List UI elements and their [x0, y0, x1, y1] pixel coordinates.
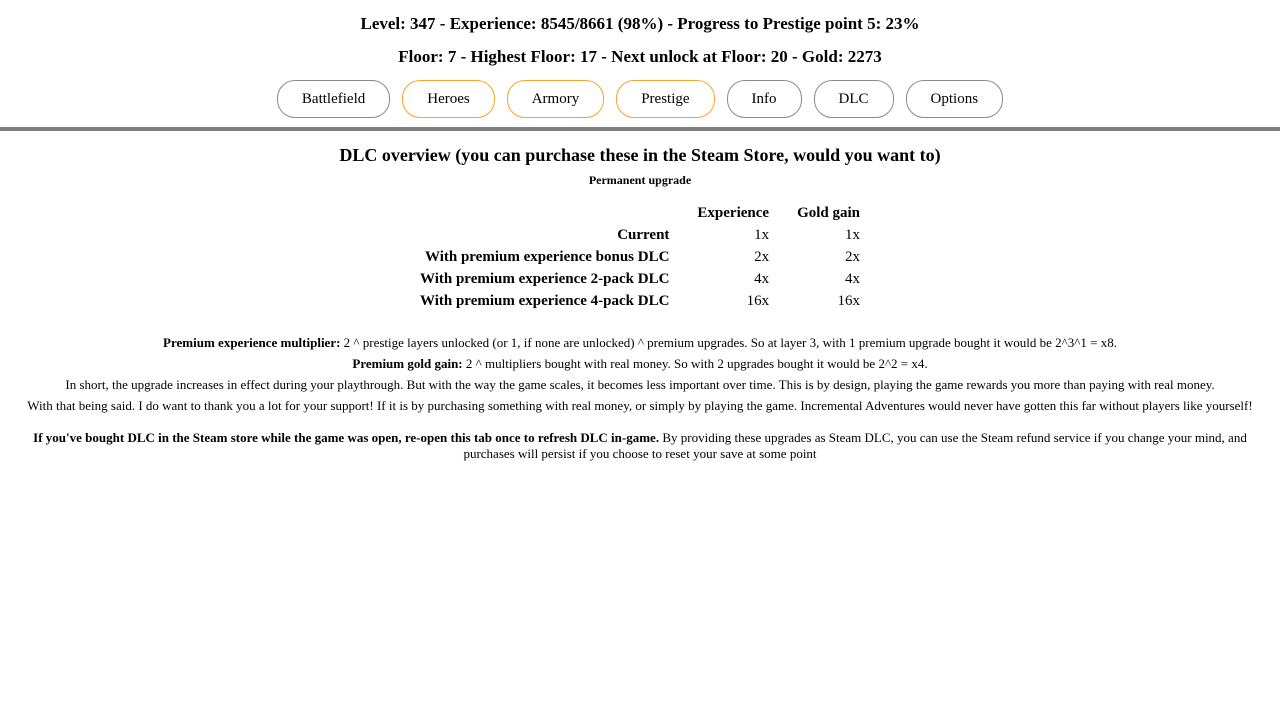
note-experience-multiplier-label: Premium experience multiplier: [163, 335, 341, 350]
dlc-multiplier-table [420, 202, 860, 312]
note-gold-gain [8, 356, 1272, 372]
nav-button-heroes[interactable]: Heroes [402, 80, 494, 118]
row-label: Current [617, 227, 670, 243]
note-gold-gain-label: Premium gold gain: [352, 356, 463, 371]
nav-button-options[interactable]: Options [906, 80, 1004, 118]
note-experience-multiplier [8, 335, 1272, 351]
table-header-row [420, 202, 860, 224]
table-row-bonus-dlc [420, 246, 860, 268]
experience-value: 1x [754, 227, 770, 243]
table-row-4pack-dlc [420, 290, 860, 312]
table-header-experience: Experience [697, 205, 770, 221]
nav-button-armory[interactable]: Armory [507, 80, 605, 118]
experience-value: 16x [746, 293, 770, 309]
gold-value: 4x [845, 271, 861, 287]
header-divider [0, 127, 1280, 131]
notes-section [8, 335, 1272, 462]
table-row-current [420, 224, 860, 246]
main-nav [0, 80, 1280, 118]
page-subtitle: Permanent upgrade [588, 173, 692, 187]
refresh-note-bold: If you've bought DLC in the Steam store while the game was open, re-open this tab once to refresh DLC in-game. [33, 430, 660, 445]
status-header [0, 0, 1280, 118]
table-header-gold-gain: Gold gain [797, 205, 861, 221]
refresh-note [8, 430, 1272, 462]
note-gold-gain-text: 2 ^ multipliers bought with real money. So with 2 upgrades bought it would be 2^2 = x4. [462, 356, 928, 371]
nav-button-battlefield[interactable]: Battlefield [277, 80, 390, 118]
status-line-level: Level: 347 - Experience: 8545/8661 (98%) - Progress to Prestige point 5: 23% [360, 14, 920, 33]
row-label: With premium experience 2-pack DLC [419, 271, 670, 287]
nav-button-dlc[interactable]: DLC [814, 80, 894, 118]
gold-value: 1x [845, 227, 861, 243]
dlc-overview-panel [0, 144, 1280, 462]
experience-value: 2x [754, 249, 770, 265]
refresh-note-text: By providing these upgrades as Steam DLC, you can use the Steam refund service if you change your mind, and purchases will persist if you choose to reset your save at some point [463, 430, 1247, 461]
gold-value: 2x [845, 249, 861, 265]
table-header-empty [420, 202, 669, 224]
gold-value: 16x [837, 293, 861, 309]
nav-button-info[interactable]: Info [727, 80, 802, 118]
paragraph-thank-you: With that being said. I do want to thank you a lot for your support! If it is by purchasing something with real money, or simply by playing the game. Incremental Adventures would never have gotten this far without players like yourself! [27, 398, 1253, 413]
paragraph-design-explanation: In short, the upgrade increases in effect during your playthrough. But with the way the game scales, it becomes less important over time. This is by design, playing the game rewards you more than paying with real money. [65, 377, 1215, 392]
table-row-2pack-dlc [420, 268, 860, 290]
status-line-floor: Floor: 7 - Highest Floor: 17 - Next unlock at Floor: 20 - Gold: 2273 [398, 47, 882, 66]
row-label: With premium experience bonus DLC [424, 249, 670, 265]
experience-value: 4x [754, 271, 770, 287]
page-title: DLC overview (you can purchase these in the Steam Store, would you want to) [339, 145, 941, 165]
row-label: With premium experience 4-pack DLC [419, 293, 670, 309]
note-experience-multiplier-text: 2 ^ prestige layers unlocked (or 1, if none are unlocked) ^ premium upgrades. So at layer 3, with 1 premium upgrade bought it would be 2^3^1 = x8. [340, 335, 1117, 350]
nav-button-prestige[interactable]: Prestige [616, 80, 714, 118]
